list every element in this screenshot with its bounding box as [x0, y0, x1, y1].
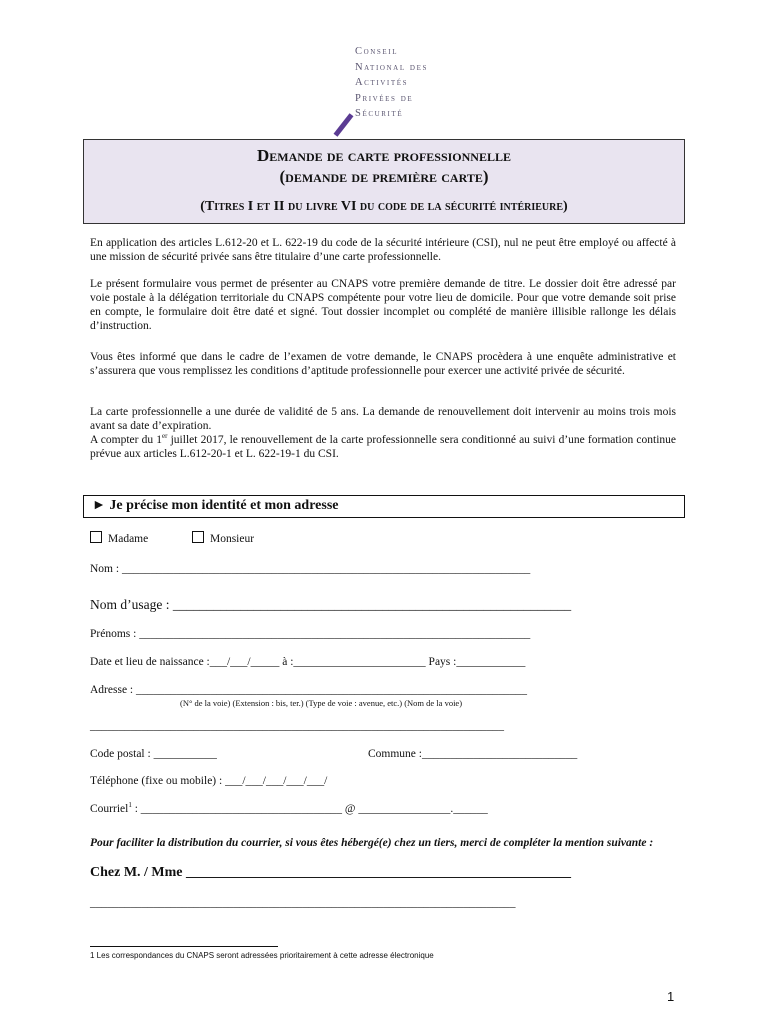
document-title: Demande de carte professionnelle	[257, 146, 511, 165]
logo-line-4: Privées de	[355, 92, 414, 104]
field-code-postal[interactable]: Code postal : ___________	[90, 748, 217, 760]
logo-line-2: National des	[355, 61, 428, 73]
field-chez-line2[interactable]: __________________________________________________________________________	[90, 897, 516, 909]
logo-line-5: Sécurité	[355, 108, 404, 119]
paragraph-legal-basis: En application des articles L.612-20 et L. 622-19 du code de la sécurité intérieure (CSI), nul ne peut être employé ou affecté à une mission de sécurité privée sans être titulaire d’une carte professionnelle.	[90, 237, 676, 263]
cnaps-logo-text	[355, 44, 428, 122]
label-madame: Madame	[108, 533, 149, 545]
field-chez[interactable]: Chez M. / Mme _______________________________________________________	[90, 865, 572, 880]
logo-line-3: Activités	[355, 77, 409, 88]
section-identity-label: ► Je précise mon identité et mon adresse	[92, 498, 339, 513]
title-box	[83, 139, 685, 224]
checkbox-monsieur[interactable]	[192, 531, 204, 543]
field-telephone[interactable]: Téléphone (fixe ou mobile) : ___/___/___/___/___/	[90, 775, 328, 787]
civility-row	[90, 531, 254, 545]
field-nom[interactable]: Nom : _______________________________________________________________________	[90, 563, 531, 575]
paragraph-renewal: A compter du 1er juillet 2017, le renouvellement de la carte professionnelle sera conditionné au suivi d’une formation continue prévue aux articles L.612-20-1 et L. 622-19-1 du CSI.	[90, 432, 676, 460]
legal-reference: (Titres I et II du livre VI du code de la sécurité intérieure)	[200, 199, 568, 214]
field-prenoms[interactable]: Prénoms : ____________________________________________________________________	[90, 628, 531, 640]
footnote-divider	[90, 946, 278, 947]
field-courriel[interactable]: Courriel$^1$ : ___________________________________ @ ________________.______	[90, 801, 488, 815]
field-naissance[interactable]: Date et lieu de naissance :___/___/_____ à :_______________________ Pays :____________	[90, 656, 526, 668]
footnote-text: 1 Les correspondances du CNAPS seront adressées prioritairement à cette adresse électronique	[90, 951, 434, 960]
document-subtitle: (demande de première carte)	[279, 167, 489, 186]
field-commune[interactable]: Commune :___________________________	[368, 748, 578, 760]
page-number: 1	[667, 989, 675, 1004]
paragraph-form-purpose: Le présent formulaire vous permet de présenter au CNAPS votre première demande de titre. Le dossier doit être adressé par voie postale à la délégation territoriale du CNAPS compétente pour votre lieu de domicile. Pour que votre demande soit prise en compte, le formulaire doit être daté et signé. Tout dossier incomplet ou complété de manière illisible rallonge les délais d’instruction.	[90, 278, 676, 332]
label-monsieur: Monsieur	[209, 533, 255, 545]
field-nom-usage[interactable]: Nom d’usage : ___________________________________________________________	[90, 597, 572, 612]
section-identity-header	[83, 495, 685, 518]
hosting-note: Pour faciliter la distribution du courrier, si vous êtes hébergé(e) chez un tiers, merci de compléter la mention suivante :	[90, 837, 654, 849]
paragraph-investigation: Vous êtes informé que dans le cadre de l’examen de votre demande, le CNAPS procèdera à une enquête administrative et s’assurera que vous remplissez les conditions d’aptitude professionnelle pour exercer une activité privée de sécurité.	[90, 351, 676, 377]
field-adresse-line2[interactable]: ________________________________________________________________________	[90, 720, 504, 732]
paragraph-validity: La carte professionnelle a une durée de validité de 5 ans. La demande de renouvellement doit intervenir au moins trois mois avant sa date d’expiration. A compter du 1er juillet 2017, le renouvellement de la carte professionnelle sera conditionné au suivi d’une formation continue prévue aux articles L.612-20-1 et L. 622-19-1 du CSI.	[90, 406, 676, 460]
field-adresse[interactable]: Adresse : ____________________________________________________________________	[90, 684, 527, 696]
checkbox-madame[interactable]	[90, 531, 102, 543]
logo-line-1: Conseil	[355, 46, 399, 57]
adresse-hint: (N° de la voie) (Extension : bis, ter.) (Type de voie : avenue, etc.) (Nom de la voie)	[180, 698, 463, 708]
logo-slash-mark	[334, 113, 354, 137]
